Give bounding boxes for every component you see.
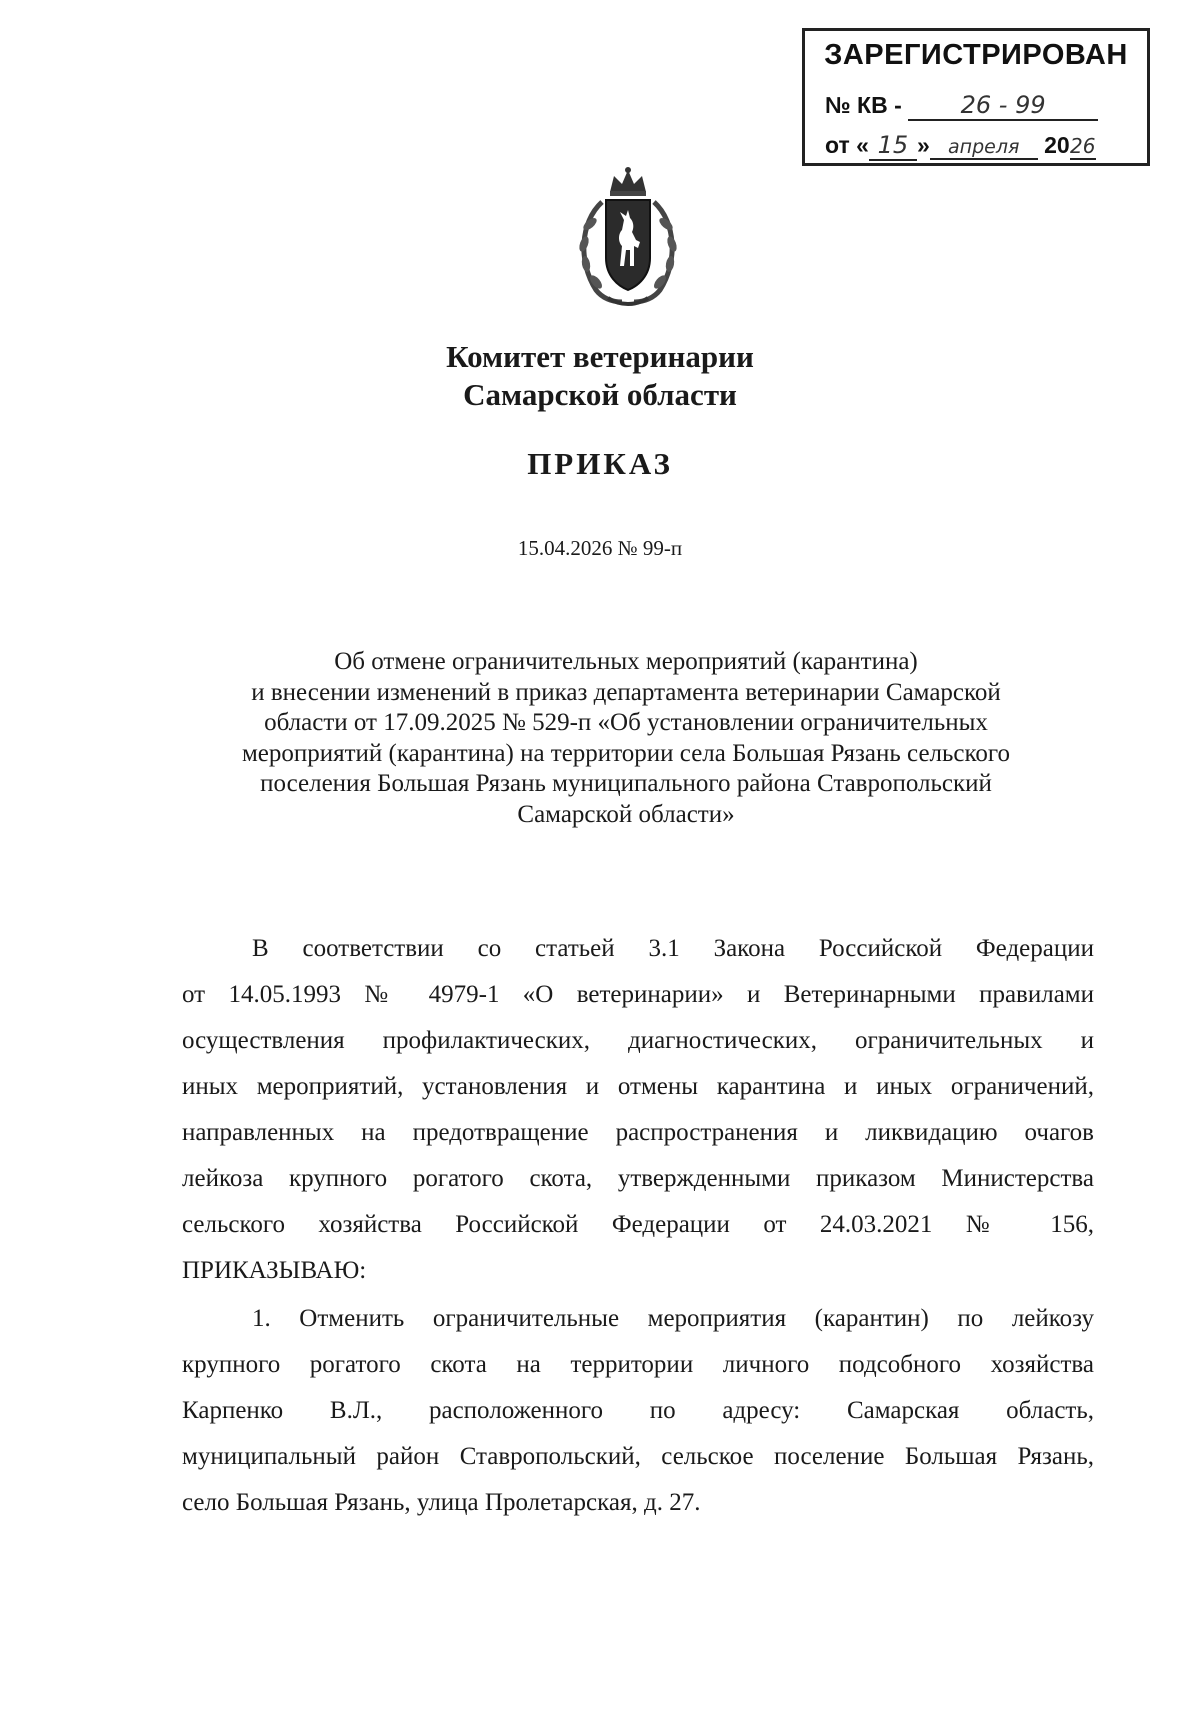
preamble-line: иных мероприятий, установления и отмены карантина и иных ограничений, <box>182 1073 1094 1100</box>
preamble-line: В соответствии со статьей 3.1 Закона Российской Федерации <box>252 935 1094 962</box>
stamp-date-mid: » <box>916 132 930 158</box>
item-line: муниципальный район Ставропольский, сельское поселение Большая Рязань, <box>182 1443 1094 1470</box>
document-subject <box>182 647 1070 830</box>
stamp-title: ЗАРЕГИСТРИРОВАН <box>824 39 1128 71</box>
document-type: ПРИКАЗ <box>527 446 673 481</box>
subject-line: Об отмене ограничительных мероприятий (карантина) <box>334 648 918 675</box>
preamble-line: ПРИКАЗЫВАЮ: <box>182 1257 367 1284</box>
subject-line: Самарской области» <box>517 800 735 828</box>
subject-line: и внесении изменений в приказ департамента ветеринарии Самарской <box>251 678 1001 706</box>
stamp-date-line <box>825 131 1096 161</box>
preamble-paragraph <box>182 926 1094 1294</box>
item-line: 1. Отменить ограничительные мероприятия (карантин) по лейкозу <box>252 1305 1094 1332</box>
item-line: Карпенко В.Л., расположенного по адресу: Самарская область, <box>182 1397 1094 1424</box>
order-item-1 <box>182 1296 1094 1526</box>
stamp-year-suffix: 26 <box>1069 134 1096 158</box>
organization-line-2: Самарской области <box>463 377 737 412</box>
preamble-line: от 14.05.1993 № 4979-1 «О ветеринарии» и Ветеринарными правилами <box>182 981 1094 1008</box>
preamble-line: осуществления профилактических, диагностических, ограничительных и <box>182 1027 1094 1054</box>
organization-line-1: Комитет ветеринарии <box>446 339 754 374</box>
subject-line: мероприятий (карантина) на территории села Большая Рязань сельского <box>241 739 1011 767</box>
registration-stamp <box>802 28 1150 166</box>
preamble-line: сельского хозяйства Российской Федерации от 24.03.2021 № 156, <box>182 1211 1094 1238</box>
document-date-number: 15.04.2026 № 99-п <box>517 536 683 560</box>
preamble-line: направленных на предотвращение распространения и ликвидацию очагов <box>182 1119 1094 1146</box>
organization-name <box>0 338 1200 414</box>
stamp-number-line <box>825 91 1098 121</box>
stamp-date-prefix: от « <box>825 132 869 158</box>
preamble-line: лейкоза крупного рогатого скота, утвержденными приказом Министерства <box>182 1165 1094 1192</box>
samara-coat-of-arms-icon <box>572 162 684 314</box>
item-line: село Большая Рязань, улица Пролетарская, д. 27. <box>182 1489 701 1516</box>
stamp-year-prefix: 20 <box>1044 132 1070 158</box>
stamp-number-prefix: № КВ - <box>825 92 902 118</box>
stamp-date-month: апреля <box>930 136 1038 160</box>
stamp-date-day: 15 <box>869 131 917 161</box>
subject-line: области от 17.09.2025 № 529-п «Об установлении ограничительных <box>264 709 988 736</box>
item-line: крупного рогатого скота на территории личного подсобного хозяйства <box>182 1351 1094 1378</box>
subject-line: поселения Большая Рязань муниципального района Ставропольский <box>260 770 992 797</box>
stamp-number-value: 26 - 99 <box>908 91 1098 121</box>
